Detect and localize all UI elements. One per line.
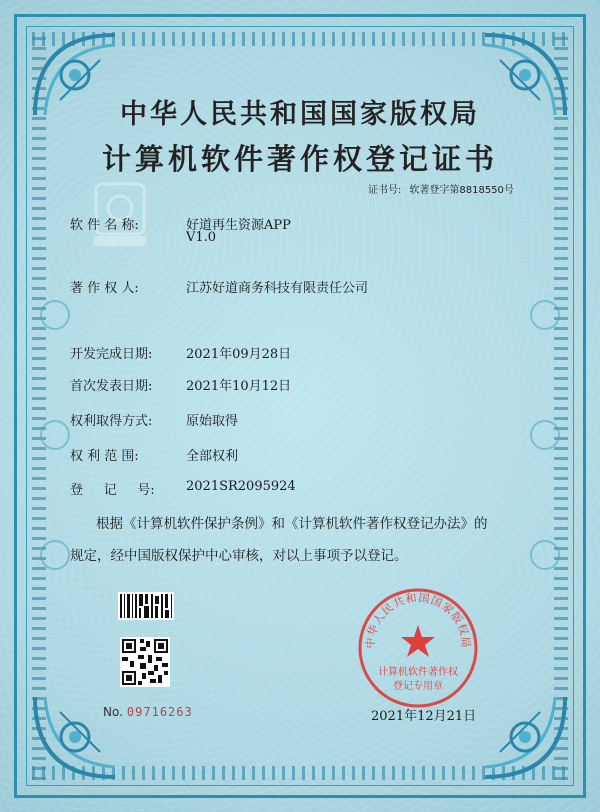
statement-line-2: 规定，经中国版权保护中心审核，对以上事项予以登记。 — [70, 548, 408, 564]
issuer-title: 中华人民共和国国家版权局 — [120, 99, 480, 130]
corner-ornament-bottom-right — [480, 692, 570, 782]
side-motif-right-2 — [530, 420, 560, 450]
side-motif-left-1 — [40, 300, 70, 330]
statement-paragraph — [70, 508, 536, 572]
issue-date: 2021年12月21日 — [371, 709, 477, 724]
field-value: 2021SR2095924 — [186, 479, 296, 494]
field-label: 权利取得方式: — [70, 414, 153, 429]
field-label: 登 记 号: — [70, 483, 155, 498]
seal-line-2: 登记专用章 — [393, 681, 443, 692]
field-label: 软 件 名 称: — [70, 218, 139, 233]
seal-line-1: 计算机软件著作权 — [378, 667, 458, 678]
official-seal — [355, 585, 481, 711]
field-rights-scope — [70, 445, 239, 464]
field-value: 江苏好道商务科技有限责任公司 — [186, 281, 369, 296]
field-label: 权 利 范 围: — [70, 449, 139, 464]
field-label: 著 作 权 人: — [70, 281, 139, 296]
field-version: V1.0 — [186, 230, 217, 245]
field-copyright-owner — [70, 277, 369, 296]
serial-value: 09716263 — [126, 705, 193, 719]
field-completion-date — [70, 343, 292, 362]
certificate-number-label: 证书号: — [368, 185, 402, 196]
qr-code — [120, 637, 170, 687]
serial-number — [103, 705, 193, 719]
certificate-number — [368, 181, 522, 196]
field-value: 好道再生资源APP — [186, 218, 291, 233]
field-label: 开发完成日期: — [70, 347, 153, 362]
side-motif-right-1 — [530, 300, 560, 330]
field-value: 全部权利 — [186, 449, 239, 464]
side-motif-left-3 — [40, 540, 70, 570]
field-software-name — [70, 214, 291, 245]
field-value: 原始取得 — [186, 414, 239, 429]
certificate-title: 计算机软件著作权登记证书 — [101, 142, 498, 176]
field-acquisition-method — [70, 410, 239, 429]
field-label: 首次发表日期: — [70, 379, 153, 394]
serial-prefix: No. — [103, 705, 123, 719]
seal-arc-text: 中华人民共和国国家版权局 — [363, 591, 473, 649]
certificate-number-value: 软著登字第8818550号 — [409, 185, 514, 196]
field-registration-number — [70, 479, 296, 498]
field-publication-date — [70, 375, 292, 394]
field-value: 2021年10月12日 — [186, 379, 292, 394]
statement-line-1: 根据《计算机软件保护条例》和《计算机软件著作权登记办法》的 — [96, 516, 488, 532]
barcode — [118, 592, 174, 620]
side-motif-left-2 — [40, 420, 70, 450]
field-value: 2021年09月28日 — [186, 347, 292, 362]
